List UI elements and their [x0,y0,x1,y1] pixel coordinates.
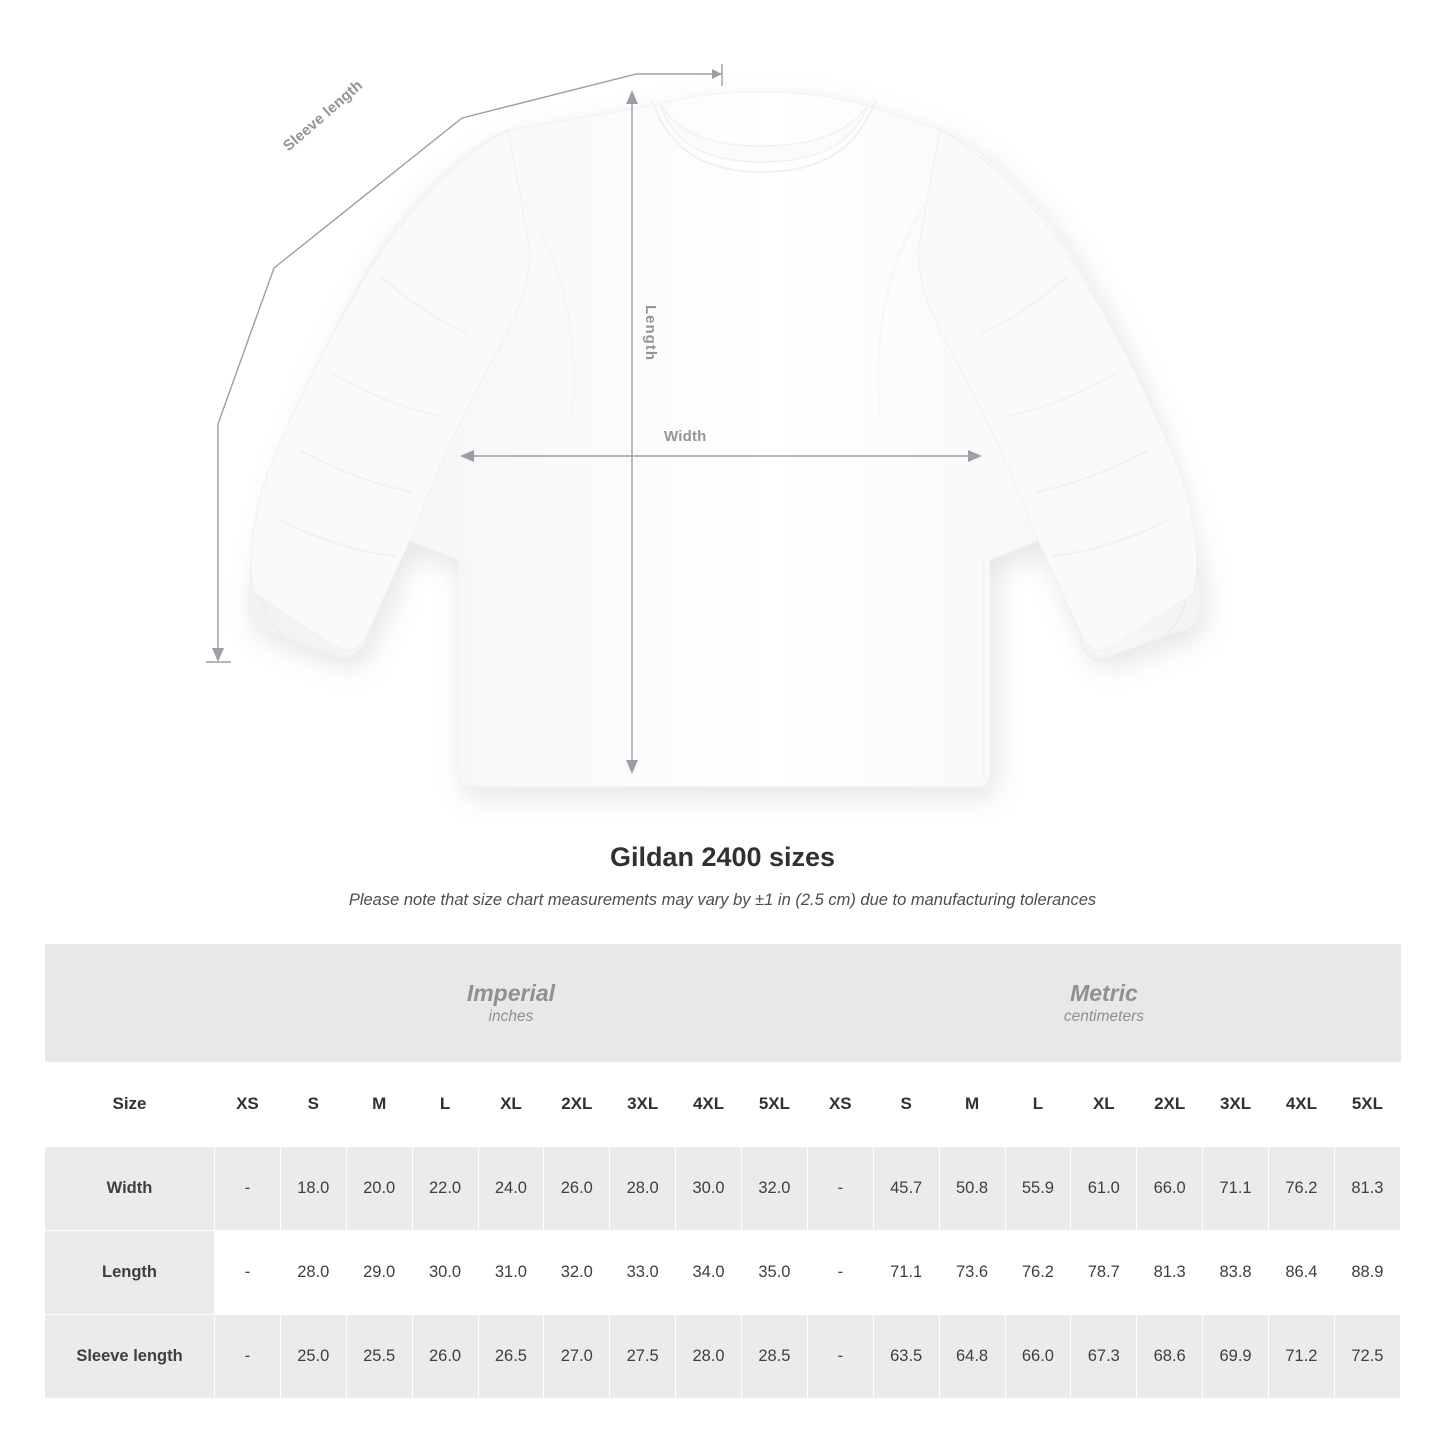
row-label-sleeve-length: Sleeve length [45,1314,215,1398]
cell-length-imperial-s: 28.0 [280,1230,346,1314]
col-head-imperial-xs: XS [215,1062,281,1146]
cell-width-metric-2xl: 66.0 [1137,1146,1203,1230]
table-row-sleeve-length [45,1314,1401,1398]
size-header-row [45,1062,1401,1146]
cell-length-metric-m: 73.6 [939,1230,1005,1314]
cell-sleeve-metric-xl: 67.3 [1071,1314,1137,1398]
cell-sleeve-metric-s: 63.5 [873,1314,939,1398]
cell-width-imperial-4xl: 30.0 [676,1146,742,1230]
unit-group-imperial [215,944,808,1062]
cell-length-metric-l: 76.2 [1005,1230,1071,1314]
cell-sleeve-imperial-s: 25.0 [280,1314,346,1398]
cell-sleeve-imperial-5xl: 28.5 [742,1314,808,1398]
cell-length-metric-5xl: 88.9 [1334,1230,1400,1314]
col-head-imperial-2xl: 2XL [544,1062,610,1146]
cell-length-metric-4xl: 86.4 [1269,1230,1335,1314]
cell-sleeve-metric-xs: - [807,1314,873,1398]
col-head-metric-xl: XL [1071,1062,1137,1146]
cell-length-imperial-3xl: 33.0 [610,1230,676,1314]
col-head-metric-xs: XS [807,1062,873,1146]
unit-group-metric-name: Metric [1070,980,1138,1007]
col-head-metric-3xl: 3XL [1203,1062,1269,1146]
sleeve-length-label: Sleeve length [280,76,367,155]
cell-length-metric-xs: - [807,1230,873,1314]
cell-sleeve-metric-3xl: 69.9 [1203,1314,1269,1398]
col-head-imperial-m: M [346,1062,412,1146]
cell-width-imperial-3xl: 28.0 [610,1146,676,1230]
unit-group-metric [807,944,1400,1062]
col-head-metric-m: M [939,1062,1005,1146]
cell-width-imperial-xl: 24.0 [478,1146,544,1230]
cell-width-imperial-xs: - [215,1146,281,1230]
col-head-imperial-s: S [280,1062,346,1146]
cell-width-metric-s: 45.7 [873,1146,939,1230]
col-head-metric-l: L [1005,1062,1071,1146]
tolerance-note: Please note that size chart measurements may vary by ±1 in (2.5 cm) due to manufacturing tolerances [348,891,1097,909]
cell-sleeve-metric-m: 64.8 [939,1314,1005,1398]
row-label-length: Length [45,1230,215,1314]
cell-sleeve-imperial-4xl: 28.0 [676,1314,742,1398]
cell-width-imperial-2xl: 26.0 [544,1146,610,1230]
row-label-width: Width [45,1146,215,1230]
page-title: Gildan 2400 sizes [609,842,836,872]
cell-length-metric-s: 71.1 [873,1230,939,1314]
cell-sleeve-imperial-l: 26.0 [412,1314,478,1398]
col-head-imperial-4xl: 4XL [676,1062,742,1146]
title-block [0,842,1445,910]
size-header-label: Size [45,1062,215,1146]
cell-width-metric-4xl: 76.2 [1269,1146,1335,1230]
unit-group-imperial-sub: inches [488,1008,534,1026]
cell-width-metric-l: 55.9 [1005,1146,1071,1230]
unit-group-imperial-name: Imperial [466,980,556,1007]
cell-width-metric-3xl: 71.1 [1203,1146,1269,1230]
unit-header-row [45,944,1401,1062]
cell-width-metric-xl: 61.0 [1071,1146,1137,1230]
col-head-metric-s: S [873,1062,939,1146]
cell-length-metric-2xl: 81.3 [1137,1230,1203,1314]
cell-length-imperial-m: 29.0 [346,1230,412,1314]
length-label: Length [642,305,659,361]
cell-sleeve-metric-2xl: 68.6 [1137,1314,1203,1398]
col-head-metric-2xl: 2XL [1137,1062,1203,1146]
cell-width-imperial-5xl: 32.0 [742,1146,808,1230]
cell-length-imperial-2xl: 32.0 [544,1230,610,1314]
cell-length-imperial-4xl: 34.0 [676,1230,742,1314]
size-table-wrap [0,944,1445,1399]
col-head-imperial-xl: XL [478,1062,544,1146]
col-head-imperial-5xl: 5XL [742,1062,808,1146]
cell-length-imperial-5xl: 35.0 [742,1230,808,1314]
unit-row-spacer [45,944,215,1062]
col-head-metric-4xl: 4XL [1269,1062,1335,1146]
table-row-length [45,1230,1401,1314]
cell-width-metric-5xl: 81.3 [1334,1146,1400,1230]
cell-length-imperial-xs: - [215,1230,281,1314]
cell-length-imperial-l: 30.0 [412,1230,478,1314]
cell-width-imperial-s: 18.0 [280,1146,346,1230]
cell-width-metric-xs: - [807,1146,873,1230]
cell-sleeve-imperial-xs: - [215,1314,281,1398]
table-row-width [45,1146,1401,1230]
cell-sleeve-imperial-3xl: 27.5 [610,1314,676,1398]
cell-sleeve-imperial-xl: 26.5 [478,1314,544,1398]
cell-length-metric-3xl: 83.8 [1203,1230,1269,1314]
col-head-metric-5xl: 5XL [1334,1062,1400,1146]
cell-width-imperial-m: 20.0 [346,1146,412,1230]
cell-sleeve-metric-l: 66.0 [1005,1314,1071,1398]
cell-sleeve-imperial-m: 25.5 [346,1314,412,1398]
cell-width-imperial-l: 22.0 [412,1146,478,1230]
col-head-imperial-l: L [412,1062,478,1146]
cell-sleeve-metric-4xl: 71.2 [1269,1314,1335,1398]
cell-length-imperial-xl: 31.0 [478,1230,544,1314]
unit-group-metric-sub: centimeters [1063,1008,1144,1026]
width-label: Width [664,428,707,445]
col-head-imperial-3xl: 3XL [610,1062,676,1146]
cell-length-metric-xl: 78.7 [1071,1230,1137,1314]
cell-width-metric-m: 50.8 [939,1146,1005,1230]
cell-sleeve-imperial-2xl: 27.0 [544,1314,610,1398]
size-table [44,944,1401,1399]
cell-sleeve-metric-5xl: 72.5 [1334,1314,1400,1398]
